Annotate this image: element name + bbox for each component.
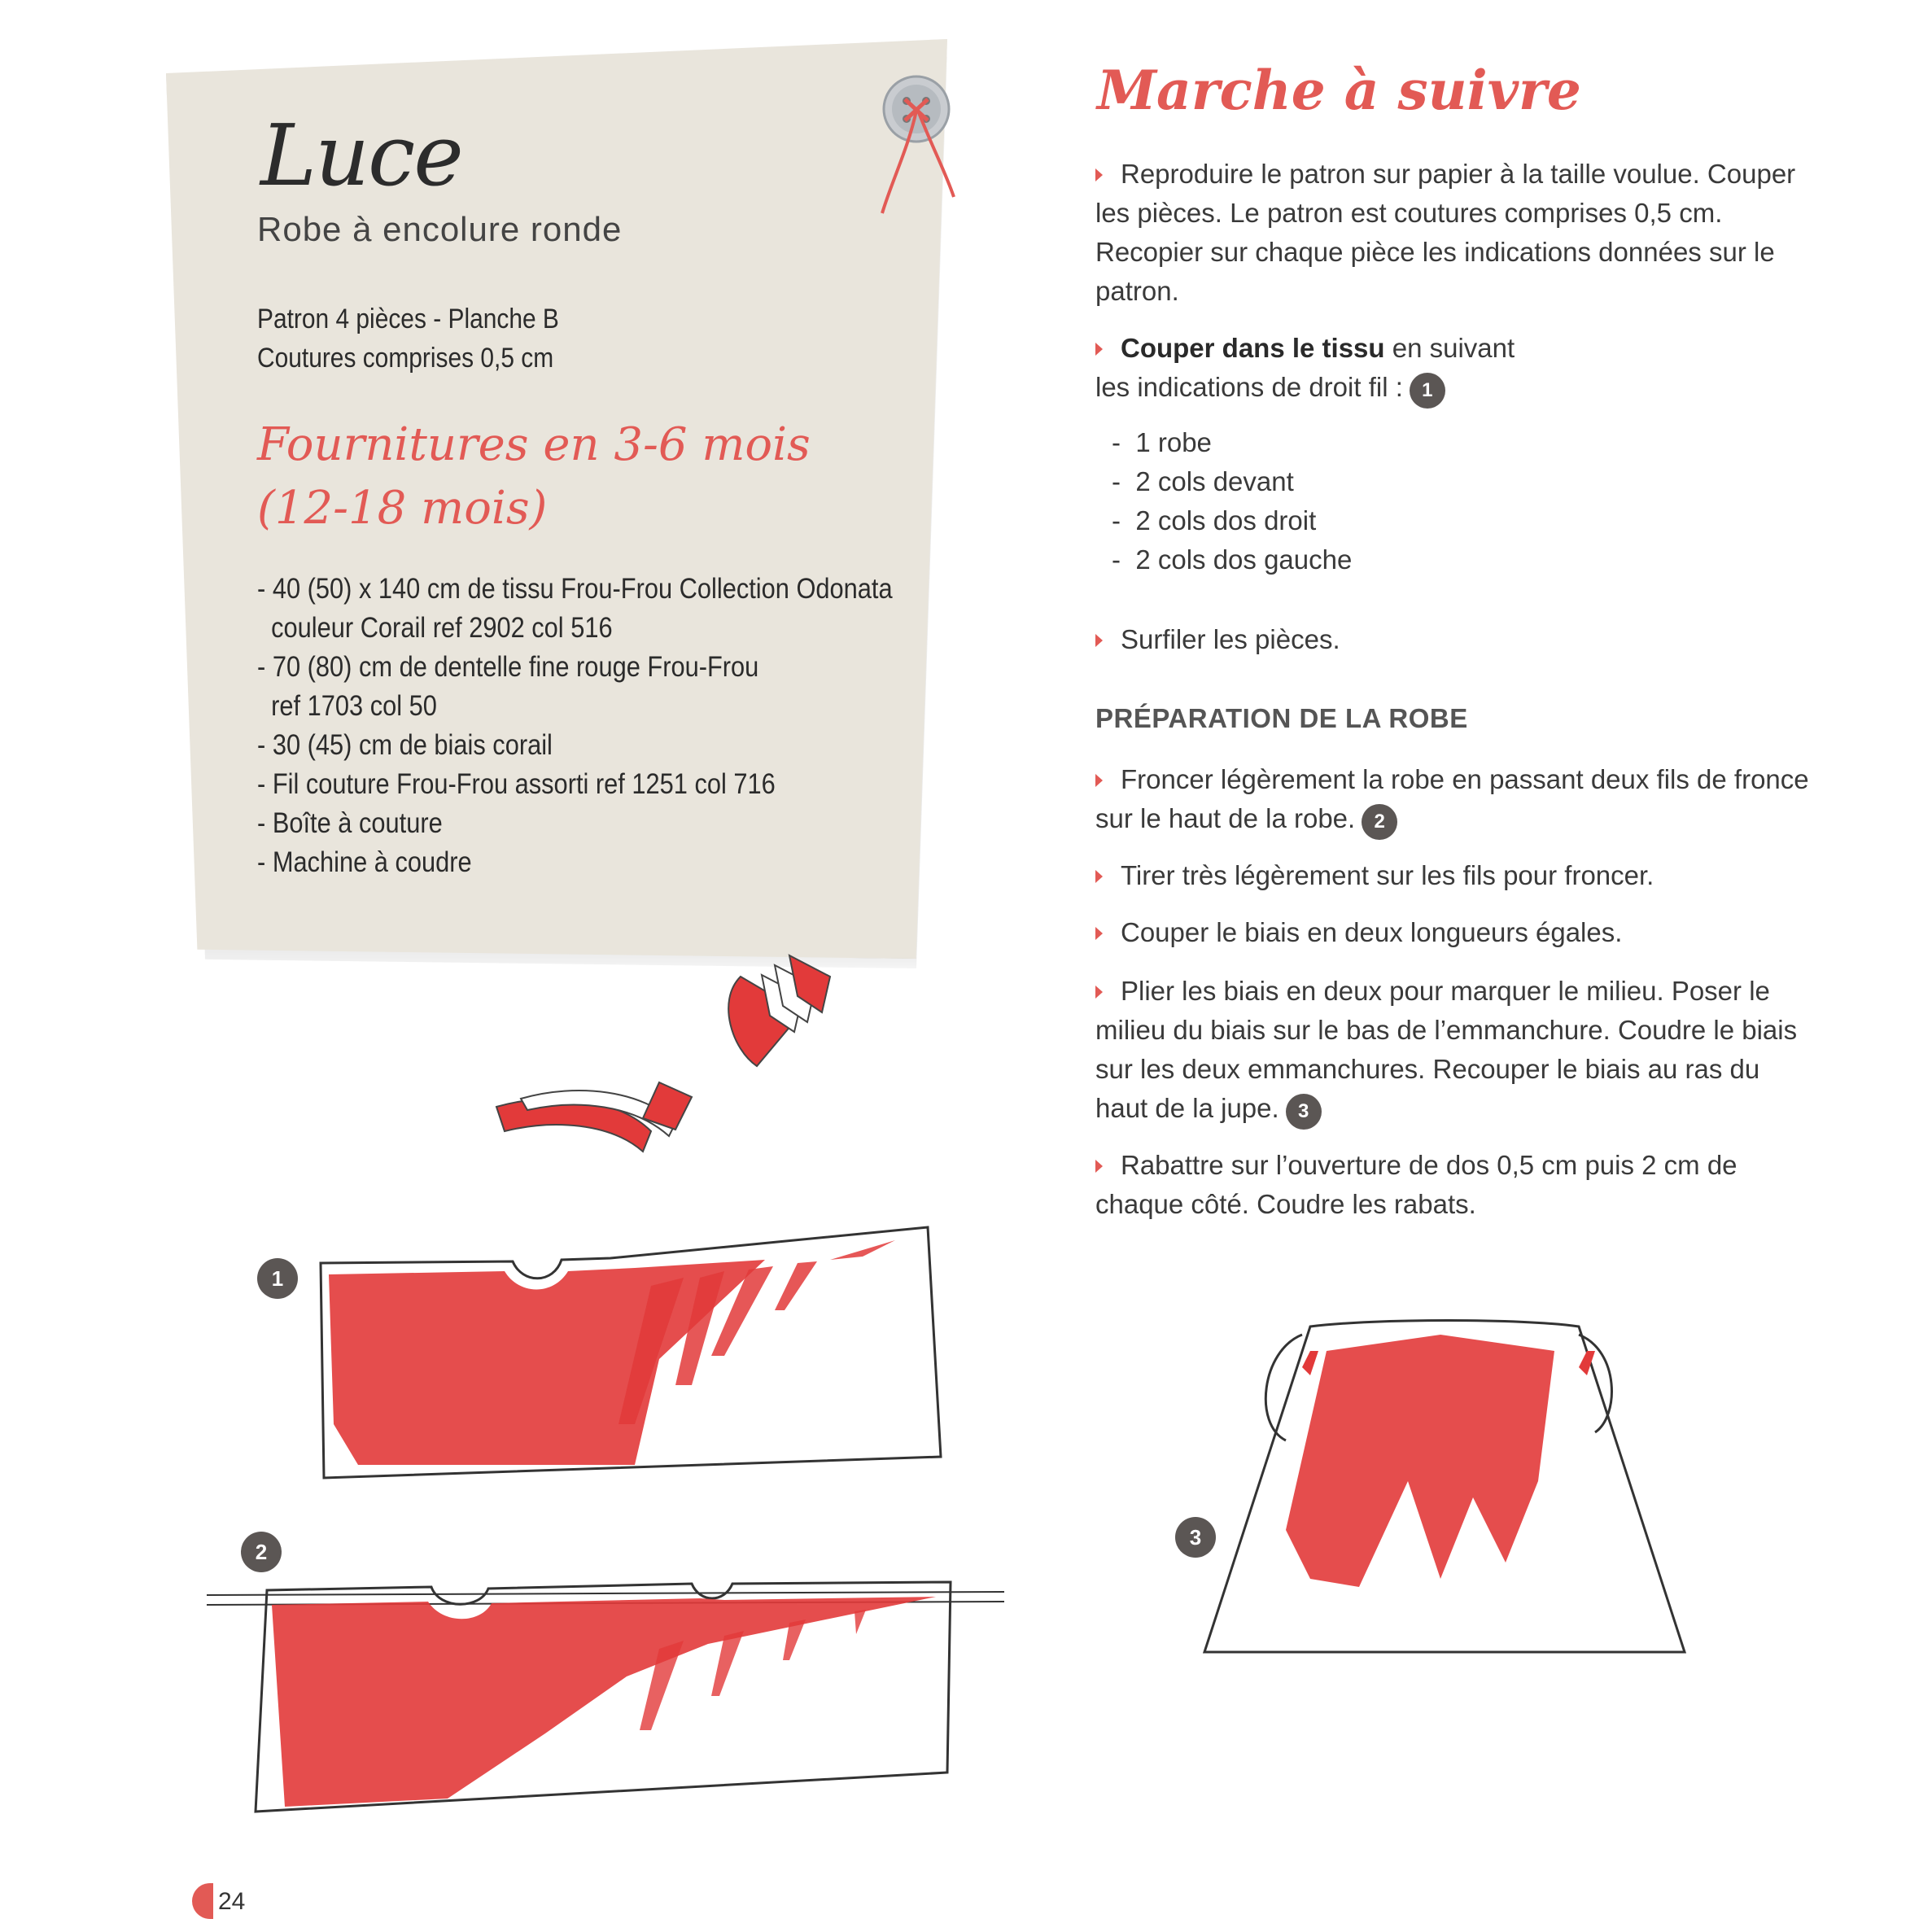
illustration-marker-2: 2 <box>241 1532 282 1572</box>
pieces-list <box>1112 423 1352 579</box>
bullet-icon <box>1095 343 1103 356</box>
meta-line: Coutures comprises 0,5 cm <box>257 343 554 374</box>
step-text: Froncer légèrement la robe en passant deux fils de fronce sur le haut de la robe. <box>1095 764 1809 833</box>
supplies-item: - Machine à coudre <box>257 846 472 878</box>
piece-item: - 2 cols dos droit <box>1112 505 1317 535</box>
step-text: Couper le biais en deux longueurs égales. <box>1121 917 1623 947</box>
button-icon <box>876 75 965 221</box>
piece-item: - 2 cols devant <box>1112 466 1294 496</box>
step-number-badge: 2 <box>1362 804 1397 840</box>
step-paragraph <box>1095 155 1812 311</box>
step-number-badge: 3 <box>1286 1094 1322 1130</box>
steps-title: Marche à suivre <box>1097 59 1581 122</box>
supplies-item: couleur Corail ref 2902 col 516 <box>257 612 613 644</box>
bullet-icon <box>1095 168 1103 181</box>
supplies-title-line: (12-18 mois) <box>257 482 548 535</box>
card-title: Luce <box>260 106 462 205</box>
step-text: Rabattre sur l’ouverture de dos 0,5 cm puis 2 cm de chaque côté. Coudre les rabats. <box>1095 1150 1737 1219</box>
bullet-icon <box>1095 927 1103 940</box>
supplies-title <box>257 413 811 540</box>
collar-pieces-illustration <box>488 944 863 1172</box>
supplies-item: ref 1703 col 50 <box>257 690 437 722</box>
illustration-marker-1: 1 <box>257 1258 298 1299</box>
page-number: 24 <box>218 1888 246 1915</box>
step-paragraph <box>1095 1146 1812 1224</box>
supplies-item: - Fil couture Frou-Frou assorti ref 1251 col 716 <box>257 768 776 800</box>
pattern-meta <box>257 299 559 378</box>
supplies-item: - 30 (45) cm de biais corail <box>257 729 553 761</box>
bullet-icon <box>1095 774 1103 787</box>
page-tab <box>192 1883 213 1919</box>
step-paragraph <box>1095 620 1812 659</box>
piece-item: - 1 robe <box>1112 427 1212 457</box>
step-number-badge: 1 <box>1410 373 1445 409</box>
supplies-title-line: Fournitures en 3-6 mois <box>257 418 811 471</box>
bullet-icon <box>1095 870 1103 883</box>
illustration-marker-3: 3 <box>1175 1517 1216 1558</box>
step-text: Surfiler les pièces. <box>1121 624 1340 654</box>
meta-line: Patron 4 pièces - Planche B <box>257 304 559 334</box>
step-paragraph <box>1095 913 1812 952</box>
step-paragraph <box>1095 760 1812 840</box>
gathered-dress-illustration <box>203 1571 1009 1831</box>
piece-item: - 2 cols dos gauche <box>1112 544 1353 575</box>
supplies-item: - Boîte à couture <box>257 807 443 839</box>
step-text: Plier les biais en deux pour marquer le milieu. Poser le milieu du biais sur le bas de l’emmanchure. Coudre le biais sur les deux emmanchures. Recouper le biais au ras du haut de la jupe. <box>1095 976 1798 1123</box>
card-subtitle: Robe à encolure ronde <box>257 210 623 248</box>
step-text: Reproduire le patron sur papier à la taille voulue. Couper les pièces. Le patron est coutures comprises 0,5 cm. Recopier sur chaque pièce les indications données sur le patron. <box>1095 159 1796 306</box>
step-paragraph <box>1095 856 1812 895</box>
step-paragraph <box>1095 329 1551 409</box>
supplies-item: - 40 (50) x 140 cm de tissu Frou-Frou Collection Odonata <box>257 573 893 605</box>
bullet-icon <box>1095 634 1103 647</box>
dress-cut-piece-illustration <box>309 1221 944 1497</box>
supplies-item: - 70 (80) cm de dentelle fine rouge Frou-Frou <box>257 651 759 683</box>
section-heading: PRÉPARATION DE LA ROBE <box>1095 703 1468 733</box>
supplies-list <box>257 570 893 882</box>
step-bold: Couper dans le tissu <box>1121 333 1385 363</box>
step-text: en suivant les indications de droit fil : <box>1095 333 1515 402</box>
step-paragraph <box>1095 972 1812 1130</box>
bullet-icon <box>1095 1160 1103 1173</box>
bullet-icon <box>1095 986 1103 999</box>
skirt-illustration <box>1196 1318 1701 1660</box>
step-text: Tirer très légèrement sur les fils pour froncer. <box>1121 860 1654 890</box>
